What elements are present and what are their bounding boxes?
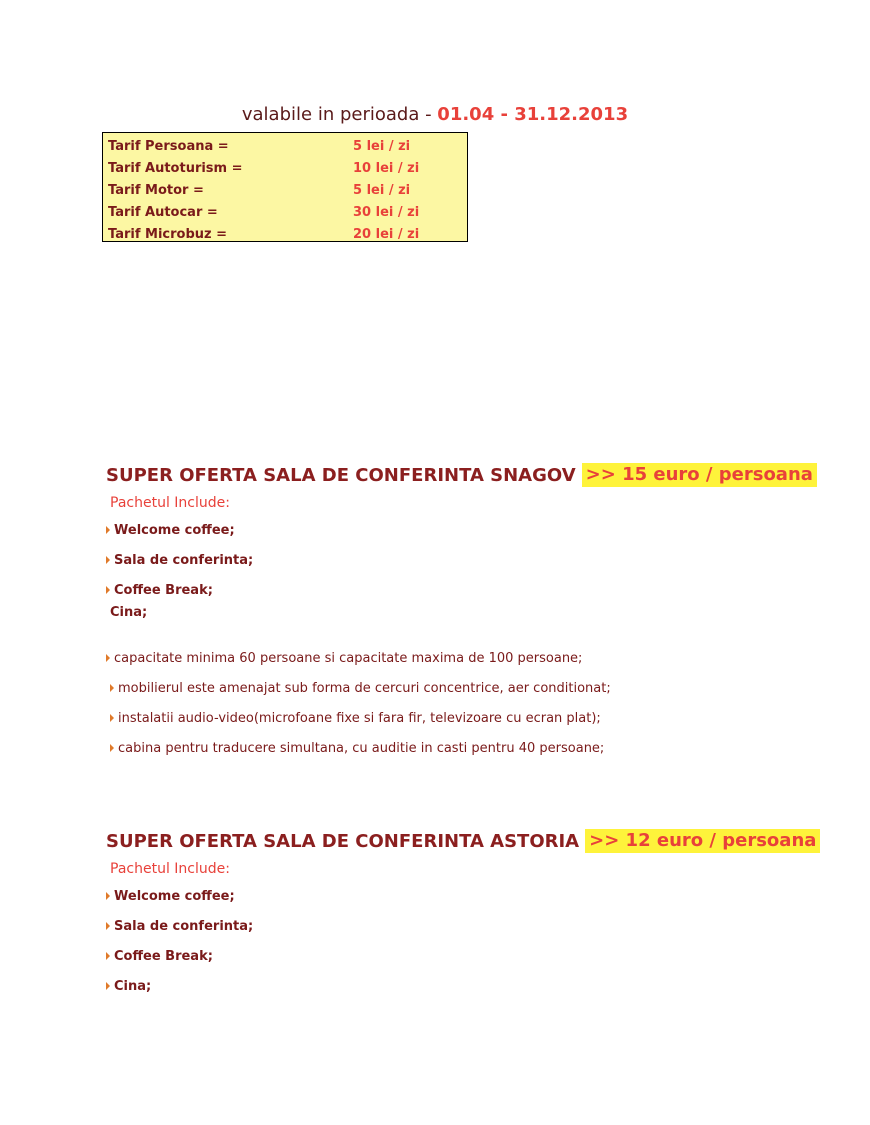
- list-item: [106, 545, 817, 575]
- bullet-triangle-icon: [106, 556, 110, 564]
- bullet-triangle-icon: [106, 526, 110, 534]
- bullet-triangle-icon: [106, 982, 110, 990]
- bullet-triangle-icon: [106, 922, 110, 930]
- list-item-label: Sala de conferinta;: [114, 552, 254, 568]
- feature-item: [106, 733, 817, 763]
- bullet-triangle-icon: [106, 892, 110, 900]
- feature-label: instalatii audio-video(microfoane fixe si fara fir, televizoare cu ecran plat);: [118, 710, 601, 726]
- list-item: [106, 515, 817, 545]
- validity-prefix: valabile in perioada -: [241, 104, 438, 125]
- list-item-label: Coffee Break;: [114, 948, 213, 964]
- tariff-table: [102, 132, 468, 242]
- tariff-name: Tarif Motor =: [108, 183, 204, 198]
- list-item: [106, 941, 820, 971]
- list-item: [106, 601, 817, 623]
- offer-title: [106, 828, 820, 854]
- feature-item: [106, 643, 817, 673]
- offer-price-badge: >> 15 euro / persoana: [582, 463, 817, 487]
- tariff-row: [108, 158, 467, 180]
- offer-title: [106, 462, 817, 488]
- feature-item: [106, 673, 817, 703]
- tariff-price: 5 lei / zi: [353, 139, 411, 154]
- tariff-price: 5 lei / zi: [353, 183, 411, 198]
- offer-price-badge: >> 12 euro / persoana: [585, 829, 820, 853]
- tariff-price: 30 lei / zi: [353, 205, 420, 220]
- package-label: Pachetul Include:: [110, 495, 230, 511]
- feature-label: cabina pentru traducere simultana, cu auditie in casti pentru 40 persoane;: [118, 740, 605, 756]
- tariff-name: Tarif Persoana =: [108, 139, 229, 154]
- feature-item: [106, 703, 817, 733]
- bullet-triangle-icon: [110, 744, 114, 752]
- offer-snagov: [106, 462, 817, 763]
- offer-title-text: SUPER OFERTA SALA DE CONFERINTA ASTORIA: [106, 830, 580, 852]
- tariff-row: [108, 180, 467, 202]
- list-item: [106, 881, 820, 911]
- bullet-triangle-icon: [106, 586, 110, 594]
- tariff-row: [108, 202, 467, 224]
- bullet-triangle-icon: [106, 952, 110, 960]
- validity-dates: 01.04 - 31.12.2013: [437, 104, 629, 125]
- list-item-label: Cina;: [110, 604, 148, 620]
- tariff-row: [108, 136, 467, 158]
- bullet-triangle-icon: [110, 684, 114, 692]
- package-label: Pachetul Include:: [110, 861, 230, 877]
- tariff-name: Tarif Microbuz =: [108, 227, 227, 242]
- list-item-label: Coffee Break;: [114, 582, 213, 598]
- offer-title-text: SUPER OFERTA SALA DE CONFERINTA SNAGOV: [106, 464, 576, 486]
- bullet-triangle-icon: [106, 654, 110, 662]
- list-item-label: Welcome coffee;: [114, 522, 235, 538]
- tariff-row: [108, 224, 467, 246]
- list-item-label: Cina;: [114, 978, 152, 994]
- offer-astoria: [106, 828, 820, 1001]
- tariff-name: Tarif Autocar =: [108, 205, 218, 220]
- tariff-name: Tarif Autoturism =: [108, 161, 243, 176]
- tariff-price: 10 lei / zi: [353, 161, 420, 176]
- list-item-label: Sala de conferinta;: [114, 918, 254, 934]
- bullet-triangle-icon: [110, 714, 114, 722]
- validity-period: [0, 104, 870, 125]
- feature-label: capacitate minima 60 persoane si capacitate maxima de 100 persoane;: [114, 650, 583, 666]
- feature-label: mobilierul este amenajat sub forma de cercuri concentrice, aer conditionat;: [118, 680, 611, 696]
- list-item-label: Welcome coffee;: [114, 888, 235, 904]
- list-item: [106, 911, 820, 941]
- list-item: [106, 971, 820, 1001]
- tariff-price: 20 lei / zi: [353, 227, 420, 242]
